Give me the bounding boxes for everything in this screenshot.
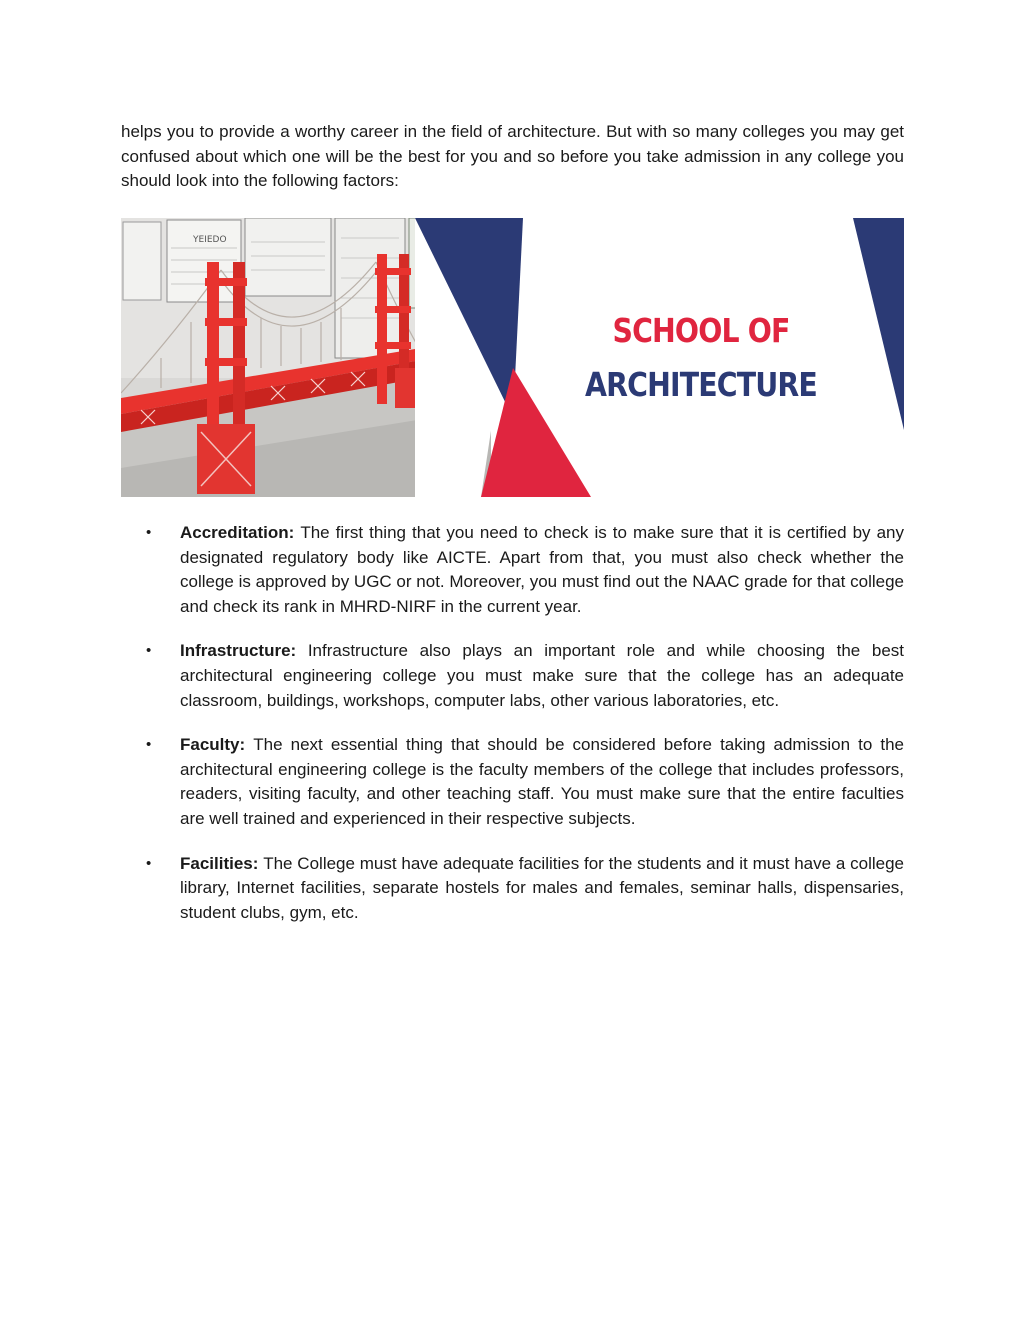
banner-title-line1: SCHOOL OF — [612, 311, 790, 350]
banner-title — [581, 304, 822, 412]
board-label: YEIEDO — [193, 235, 227, 245]
school-of-architecture-banner — [121, 218, 904, 497]
list-item-faculty — [121, 733, 904, 831]
navy-triangle-right — [853, 218, 904, 430]
factor-title: Infrastructure: — [180, 641, 308, 661]
factor-text: The first thing that you need to check is to make sure that it is certified by any designated regulatory body like AICTE. Apart from that, you must also check whether the college is approved by UGC or not. Moreover, you must find out the NAAC grade for that college and check its rank in MHRD-NIRF in the current year. — [180, 523, 904, 616]
list-item-accreditation — [121, 521, 904, 619]
list-item-infrastructure — [121, 639, 904, 713]
banner-title-line2: ARCHITECTURE — [585, 365, 817, 404]
factor-text: Infrastructure also plays an important role and while choosing the best architectural engineering college you must make sure that the college has an adequate classroom, buildings, workshops, computer labs, other various laboratories, etc. — [180, 641, 904, 710]
bullet-icon: • — [146, 524, 152, 541]
bullet-icon: • — [146, 642, 152, 660]
factor-title: Faculty: — [180, 735, 254, 755]
factor-title: Facilities: — [180, 853, 264, 873]
intro-paragraph: helps you to provide a worthy career in the field of architecture. But with so many colleges you may get confused about which one will be the best for you and so before you take admission in any college you should look into the following factors: — [121, 122, 904, 191]
factor-title: Accreditation: — [180, 523, 301, 542]
bullet-icon: • — [146, 854, 152, 872]
bullet-icon: • — [146, 736, 152, 754]
list-item-facilities — [121, 852, 904, 926]
factor-text: The next essential thing that should be considered before taking admission to the architectural engineering college is the faculty members of the college that includes professors, readers, visiting faculty, and other teaching staff. You must make sure that the entire faculties are well trained and experienced in their respective subjects. — [180, 735, 905, 828]
factor-text: The College must have adequate facilities for the students and it must have a college library, Internet facilities, separate hostels for males and females, seminar halls, dispensaries, student clubs, gym, etc. — [180, 853, 904, 922]
factors-list — [121, 521, 904, 945]
